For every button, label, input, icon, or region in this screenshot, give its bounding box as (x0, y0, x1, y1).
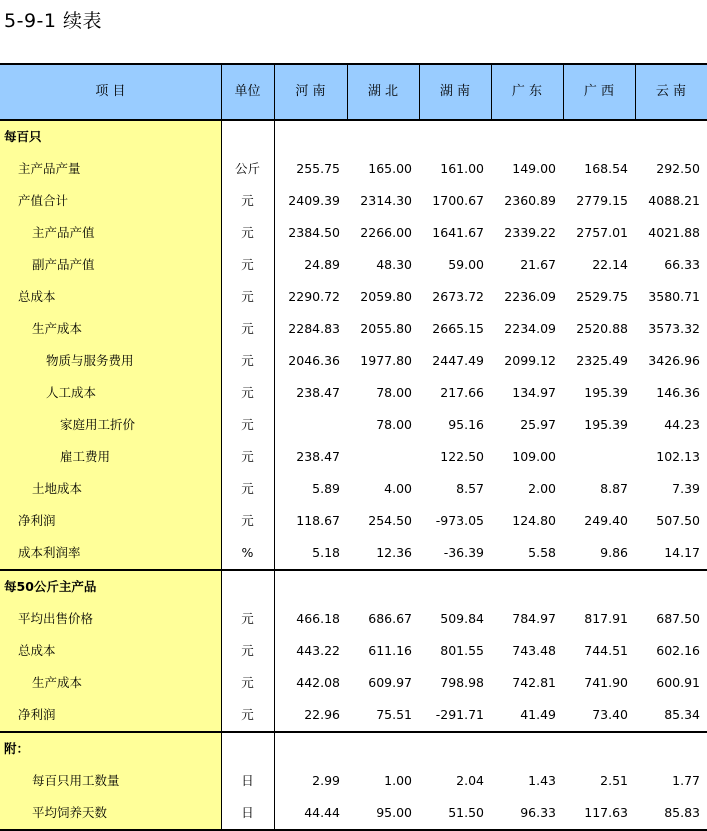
value-cell: 292.50 (656, 161, 700, 176)
row-label: 雇工费用 (60, 449, 111, 464)
table-row (0, 603, 707, 635)
column-divider (419, 63, 420, 121)
row-label: 平均饲养天数 (32, 805, 108, 820)
row-label: 家庭用工折价 (60, 417, 136, 432)
header-region: 云 南 (655, 84, 687, 99)
column-divider (347, 63, 348, 121)
table-row (0, 473, 707, 505)
row-label: 总成本 (18, 643, 56, 658)
row-label: 生产成本 (32, 675, 83, 690)
value-cell: 2757.01 (576, 225, 628, 240)
value-cell: 2384.50 (288, 225, 340, 240)
row-unit: 元 (241, 417, 254, 432)
row-label: 净利润 (18, 513, 56, 528)
value-cell: 2290.72 (288, 289, 340, 304)
value-cell: 109.00 (512, 449, 556, 464)
value-cell: 134.97 (512, 385, 556, 400)
row-unit: 元 (241, 513, 254, 528)
value-cell: 2059.80 (360, 289, 412, 304)
header-region: 广 东 (511, 84, 543, 99)
value-cell: 8.87 (600, 481, 628, 496)
value-cell: 1700.67 (432, 193, 484, 208)
row-unit: 元 (241, 353, 254, 368)
value-cell: 238.47 (296, 385, 340, 400)
row-unit: 元 (241, 321, 254, 336)
header-unit: 单位 (234, 84, 261, 99)
value-cell: 95.16 (448, 417, 484, 432)
value-cell: 2520.88 (576, 321, 628, 336)
value-cell: 22.14 (592, 257, 628, 272)
value-cell: 249.40 (584, 513, 628, 528)
value-cell: 2046.36 (288, 353, 340, 368)
value-cell: 7.39 (672, 481, 700, 496)
section-label: 每50公斤主产品 (4, 579, 97, 594)
value-cell: 2236.09 (504, 289, 556, 304)
value-cell: 75.51 (376, 707, 412, 722)
value-cell: 24.89 (304, 257, 340, 272)
value-cell: 161.00 (440, 161, 484, 176)
value-cell: 3580.71 (648, 289, 700, 304)
value-cell: 124.80 (512, 513, 556, 528)
value-cell: 2360.89 (504, 193, 556, 208)
value-cell: 686.67 (368, 611, 412, 626)
value-cell: 8.57 (456, 481, 484, 496)
column-divider (563, 63, 564, 121)
value-cell: -973.05 (435, 513, 484, 528)
value-cell: 95.00 (376, 805, 412, 820)
row-label: 成本利润率 (18, 545, 81, 560)
row-label: 副产品产值 (32, 257, 95, 272)
value-cell: 22.96 (304, 707, 340, 722)
value-cell: 44.44 (304, 805, 340, 820)
value-cell: -291.71 (435, 707, 484, 722)
value-cell: 254.50 (368, 513, 412, 528)
value-cell: 4088.21 (648, 193, 700, 208)
section-row (0, 733, 707, 765)
value-cell: 5.89 (312, 481, 340, 496)
value-cell: 2055.80 (360, 321, 412, 336)
value-cell: 602.16 (656, 643, 700, 658)
table-row (0, 797, 707, 829)
value-cell: 3573.32 (648, 321, 700, 336)
value-cell: 66.33 (664, 257, 700, 272)
value-cell: 443.22 (296, 643, 340, 658)
value-cell: 2266.00 (360, 225, 412, 240)
value-cell: 73.40 (592, 707, 628, 722)
value-cell: 2447.49 (432, 353, 484, 368)
column-divider (274, 63, 275, 831)
row-unit: 日 (241, 805, 254, 820)
value-cell: 2529.75 (576, 289, 628, 304)
table-row (0, 153, 707, 185)
value-cell: 2.00 (528, 481, 556, 496)
table-row (0, 217, 707, 249)
value-cell: 238.47 (296, 449, 340, 464)
value-cell: 44.23 (664, 417, 700, 432)
section-row (0, 571, 707, 603)
value-cell: 741.90 (584, 675, 628, 690)
value-cell: 122.50 (440, 449, 484, 464)
value-cell: 118.67 (296, 513, 340, 528)
value-cell: 41.49 (520, 707, 556, 722)
value-cell: 255.75 (296, 161, 340, 176)
value-cell: 195.39 (584, 417, 628, 432)
value-cell: 687.50 (656, 611, 700, 626)
header-region: 湖 南 (439, 84, 471, 99)
row-label: 生产成本 (32, 321, 83, 336)
value-cell: 85.83 (664, 805, 700, 820)
value-cell: 4021.88 (648, 225, 700, 240)
value-cell: 784.97 (512, 611, 556, 626)
value-cell: 600.91 (656, 675, 700, 690)
value-cell (347, 441, 412, 473)
value-cell: 195.39 (584, 385, 628, 400)
row-unit: 元 (241, 289, 254, 304)
value-cell: 2.99 (312, 773, 340, 788)
row-unit: 元 (241, 193, 254, 208)
value-cell: 2665.15 (432, 321, 484, 336)
value-cell: 102.13 (656, 449, 700, 464)
value-cell: 14.17 (664, 545, 700, 560)
value-cell: 51.50 (448, 805, 484, 820)
table-row (0, 345, 707, 377)
header-region: 广 西 (583, 84, 615, 99)
value-cell: 742.81 (512, 675, 556, 690)
row-label: 主产品产值 (32, 225, 95, 240)
value-cell: 85.34 (664, 707, 700, 722)
row-label: 产值合计 (18, 193, 69, 208)
value-cell: 5.58 (528, 545, 556, 560)
value-cell: 509.84 (440, 611, 484, 626)
row-label: 净利润 (18, 707, 56, 722)
value-cell: 3426.96 (648, 353, 700, 368)
value-cell: 2099.12 (504, 353, 556, 368)
row-unit: 元 (241, 611, 254, 626)
value-cell: 78.00 (376, 385, 412, 400)
value-cell: 25.97 (520, 417, 556, 432)
section-divider (0, 569, 707, 571)
column-divider (221, 63, 222, 831)
value-cell: 2.51 (600, 773, 628, 788)
table-row (0, 313, 707, 345)
value-cell: 2325.49 (576, 353, 628, 368)
value-cell: 744.51 (584, 643, 628, 658)
row-label: 总成本 (18, 289, 56, 304)
header-item: 项 目 (95, 84, 126, 99)
row-label: 土地成本 (32, 481, 83, 496)
value-cell: 165.00 (368, 161, 412, 176)
value-cell: 817.91 (584, 611, 628, 626)
table-body (0, 121, 707, 829)
value-cell: 59.00 (448, 257, 484, 272)
value-cell: 1977.80 (360, 353, 412, 368)
table-row (0, 505, 707, 537)
section-row (0, 121, 707, 153)
value-cell: 1641.67 (432, 225, 484, 240)
table-row (0, 441, 707, 473)
page-title: 5-9-1 续表 (4, 10, 103, 32)
value-cell (563, 441, 628, 473)
value-cell: 2673.72 (432, 289, 484, 304)
value-cell: 743.48 (512, 643, 556, 658)
row-unit: 日 (241, 773, 254, 788)
value-cell: 149.00 (512, 161, 556, 176)
table-row (0, 377, 707, 409)
value-cell: 801.55 (440, 643, 484, 658)
value-cell: 48.30 (376, 257, 412, 272)
value-cell: 9.86 (600, 545, 628, 560)
table-row (0, 699, 707, 731)
table-row (0, 667, 707, 699)
value-cell: 798.98 (440, 675, 484, 690)
row-unit: 元 (241, 707, 254, 722)
table-row (0, 765, 707, 797)
value-cell: 12.36 (376, 545, 412, 560)
value-cell: 442.08 (296, 675, 340, 690)
value-cell: 2284.83 (288, 321, 340, 336)
value-cell: 5.18 (312, 545, 340, 560)
section-divider (0, 731, 707, 733)
value-cell: 2779.15 (576, 193, 628, 208)
row-label: 物质与服务费用 (46, 353, 134, 368)
row-unit: 元 (241, 643, 254, 658)
value-cell: 2339.22 (504, 225, 556, 240)
value-cell: 466.18 (296, 611, 340, 626)
value-cell: 2234.09 (504, 321, 556, 336)
row-label: 每百只用工数量 (32, 773, 120, 788)
row-unit: 元 (241, 449, 254, 464)
row-unit: 元 (241, 225, 254, 240)
row-unit: 元 (241, 385, 254, 400)
value-cell: 1.00 (384, 773, 412, 788)
value-cell: 96.33 (520, 805, 556, 820)
row-unit: 公斤 (234, 161, 260, 176)
header-region: 河 南 (295, 84, 326, 99)
row-unit: 元 (241, 481, 254, 496)
value-cell: 4.00 (384, 481, 412, 496)
value-cell: 146.36 (656, 385, 700, 400)
value-cell: 507.50 (656, 513, 700, 528)
table-row (0, 281, 707, 313)
table-row (0, 537, 707, 569)
value-cell: 78.00 (376, 417, 412, 432)
value-cell: 1.77 (672, 773, 700, 788)
column-divider (635, 63, 636, 121)
value-cell: 21.67 (520, 257, 556, 272)
value-cell: 1.43 (528, 773, 556, 788)
value-cell: 2.04 (456, 773, 484, 788)
value-cell: 2314.30 (360, 193, 412, 208)
row-unit: 元 (241, 257, 254, 272)
table-header (0, 63, 707, 121)
table-row (0, 249, 707, 281)
table-row (0, 635, 707, 667)
value-cell: -36.39 (443, 545, 484, 560)
value-cell: 168.54 (584, 161, 628, 176)
value-cell: 217.66 (440, 385, 484, 400)
value-cell: 2409.39 (288, 193, 340, 208)
value-cell: 609.97 (368, 675, 412, 690)
row-unit: 元 (241, 675, 254, 690)
table-row (0, 185, 707, 217)
table-row (0, 409, 707, 441)
section-label: 每百只 (4, 129, 42, 144)
section-label: 附： (4, 741, 30, 756)
value-cell: 611.16 (368, 643, 412, 658)
row-label: 主产品产量 (18, 161, 81, 176)
column-divider (491, 63, 492, 121)
row-label: 平均出售价格 (18, 611, 94, 626)
value-cell: 117.63 (584, 805, 628, 820)
row-unit: % (241, 545, 254, 560)
row-label: 人工成本 (46, 385, 97, 400)
value-cell (274, 409, 340, 441)
header-region: 湖 北 (367, 84, 399, 99)
